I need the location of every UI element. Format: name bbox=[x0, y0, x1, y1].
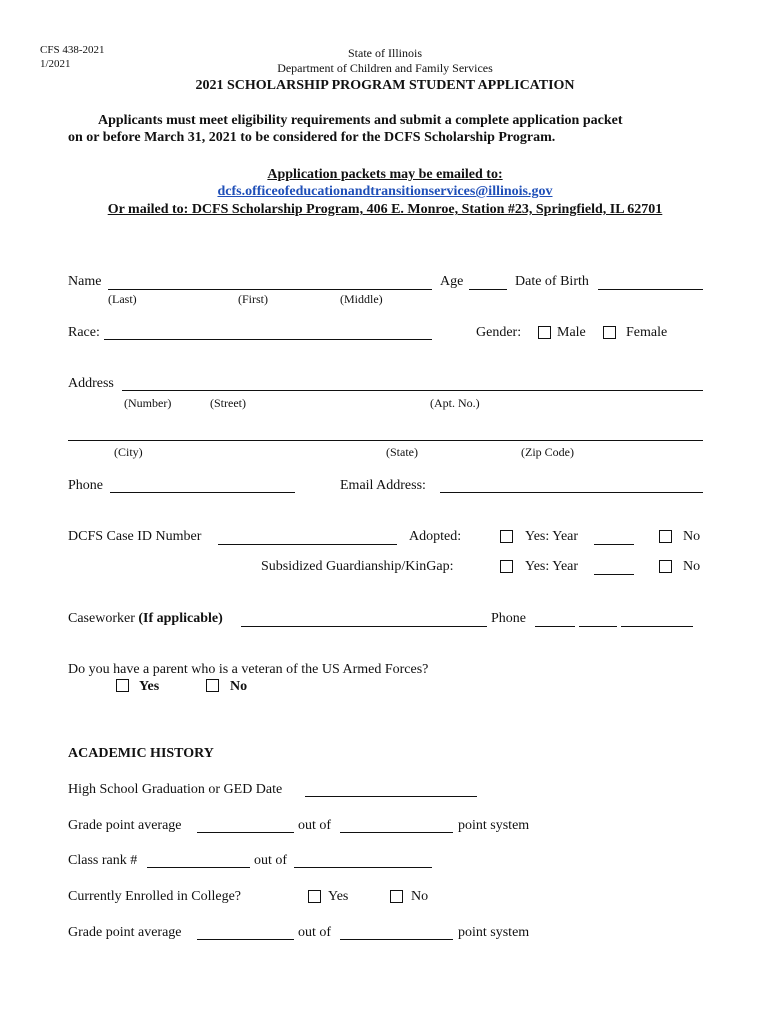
college-gpa-out-of: out of bbox=[298, 925, 332, 940]
address-label: Address bbox=[68, 376, 114, 391]
subsidized-label: Subsidized Guardianship/KinGap: bbox=[261, 559, 454, 574]
enrolled-yes-checkbox[interactable] bbox=[308, 890, 321, 903]
veteran-no-checkbox[interactable] bbox=[206, 679, 219, 692]
dob-field[interactable] bbox=[598, 289, 703, 290]
city-state-zip-field[interactable] bbox=[68, 440, 703, 441]
street-sublabel: (Street) bbox=[210, 396, 246, 410]
name-field[interactable] bbox=[108, 289, 432, 290]
grad-date-label: High School Graduation or GED Date bbox=[68, 782, 283, 797]
email-link-wrap bbox=[0, 184, 770, 200]
phone-label: Phone bbox=[68, 478, 103, 493]
case-id-label: DCFS Case ID Number bbox=[68, 529, 202, 544]
email-link[interactable]: dcfs.officeofeducationandtransitionservices@illinois.gov bbox=[217, 184, 553, 199]
middle-sublabel: (Middle) bbox=[340, 292, 383, 306]
veteran-yes-label: Yes bbox=[139, 679, 160, 694]
class-rank-field[interactable] bbox=[147, 867, 250, 868]
number-sublabel: (Number) bbox=[124, 396, 172, 410]
email-label: Email Address: bbox=[340, 478, 426, 493]
college-gpa-scale-field[interactable] bbox=[340, 939, 453, 940]
caseworker-phone-prefix-field[interactable] bbox=[579, 626, 617, 627]
subsidized-yes-label: Yes: Year bbox=[525, 559, 579, 574]
race-label: Race: bbox=[68, 325, 100, 340]
first-sublabel: (First) bbox=[238, 292, 268, 306]
subsidized-yes-checkbox[interactable] bbox=[500, 560, 513, 573]
subsidized-no-label: No bbox=[683, 559, 701, 574]
gpa-label: Grade point average bbox=[68, 818, 182, 833]
intro-line-1: Applicants must meet eligibility requirements and submit a complete application packet bbox=[98, 113, 623, 128]
male-checkbox[interactable] bbox=[538, 326, 551, 339]
male-label: Male bbox=[557, 325, 586, 340]
adopted-no-label: No bbox=[683, 529, 701, 544]
college-gpa-point-system: point system bbox=[458, 925, 530, 940]
department-name: Department of Children and Family Services bbox=[277, 61, 493, 75]
age-label: Age bbox=[440, 274, 464, 289]
enrolled-no-checkbox[interactable] bbox=[390, 890, 403, 903]
gpa-scale-field[interactable] bbox=[340, 832, 453, 833]
state-name: State of Illinois bbox=[348, 46, 422, 60]
enrolled-yes-label: Yes bbox=[328, 889, 349, 904]
class-size-field[interactable] bbox=[294, 867, 432, 868]
subsidized-year-field[interactable] bbox=[594, 574, 634, 575]
college-gpa-field[interactable] bbox=[197, 939, 294, 940]
adopted-yes-checkbox[interactable] bbox=[500, 530, 513, 543]
name-label: Name bbox=[68, 274, 102, 289]
female-checkbox[interactable] bbox=[603, 326, 616, 339]
email-field[interactable] bbox=[440, 492, 703, 493]
caseworker-label bbox=[68, 611, 223, 627]
intro-line-2: on or before March 31, 2021 to be considered for the DCFS Scholarship Program. bbox=[68, 130, 556, 145]
enrolled-no-label: No bbox=[411, 889, 429, 904]
caseworker-phone-label: Phone bbox=[491, 611, 526, 626]
gpa-point-system: point system bbox=[458, 818, 530, 833]
form-date: 1/2021 bbox=[40, 58, 71, 70]
academic-heading: ACADEMIC HISTORY bbox=[68, 746, 214, 761]
gpa-field[interactable] bbox=[197, 832, 294, 833]
gender-label: Gender: bbox=[476, 325, 522, 340]
mailed-text: Or mailed to: DCFS Scholarship Program, 406 E. Monroe, Station #23, Springfield, IL 62701 bbox=[107, 202, 663, 217]
caseworker-text: Caseworker bbox=[68, 611, 135, 626]
city-sublabel: (City) bbox=[114, 445, 143, 459]
veteran-question: Do you have a parent who is a veteran of the US Armed Forces? bbox=[68, 662, 429, 677]
gpa-out-of: out of bbox=[298, 818, 332, 833]
female-label: Female bbox=[626, 325, 668, 340]
college-gpa-label: Grade point average bbox=[68, 925, 182, 940]
grad-date-field[interactable] bbox=[305, 796, 477, 797]
class-rank-label: Class rank # bbox=[68, 853, 138, 868]
address-field[interactable] bbox=[122, 390, 703, 391]
caseworker-field[interactable] bbox=[241, 626, 487, 627]
form-code: CFS 438-2021 bbox=[40, 44, 105, 56]
emailed-text: Application packets may be emailed to: bbox=[267, 167, 503, 182]
dob-label: Date of Birth bbox=[515, 274, 589, 289]
zip-sublabel: (Zip Code) bbox=[521, 445, 574, 459]
veteran-yes-checkbox[interactable] bbox=[116, 679, 129, 692]
enrolled-label: Currently Enrolled in College? bbox=[68, 889, 242, 904]
adopted-no-checkbox[interactable] bbox=[659, 530, 672, 543]
race-field[interactable] bbox=[104, 339, 432, 340]
subsidized-no-checkbox[interactable] bbox=[659, 560, 672, 573]
caseworker-phone-area-field[interactable] bbox=[535, 626, 575, 627]
adopted-label: Adopted: bbox=[409, 529, 462, 544]
apt-sublabel: (Apt. No.) bbox=[430, 396, 480, 410]
form-title: 2021 SCHOLARSHIP PROGRAM STUDENT APPLICATION bbox=[195, 78, 575, 93]
last-sublabel: (Last) bbox=[108, 292, 137, 306]
adopted-yes-label: Yes: Year bbox=[525, 529, 579, 544]
class-rank-out-of: out of bbox=[254, 853, 288, 868]
veteran-no-label: No bbox=[230, 679, 248, 694]
caseworker-phone-line-field[interactable] bbox=[621, 626, 693, 627]
adopted-year-field[interactable] bbox=[594, 544, 634, 545]
age-field[interactable] bbox=[469, 289, 507, 290]
if-applicable-text: (If applicable) bbox=[138, 611, 223, 626]
case-id-field[interactable] bbox=[218, 544, 397, 545]
state-sublabel: (State) bbox=[386, 445, 418, 459]
phone-field[interactable] bbox=[110, 492, 295, 493]
